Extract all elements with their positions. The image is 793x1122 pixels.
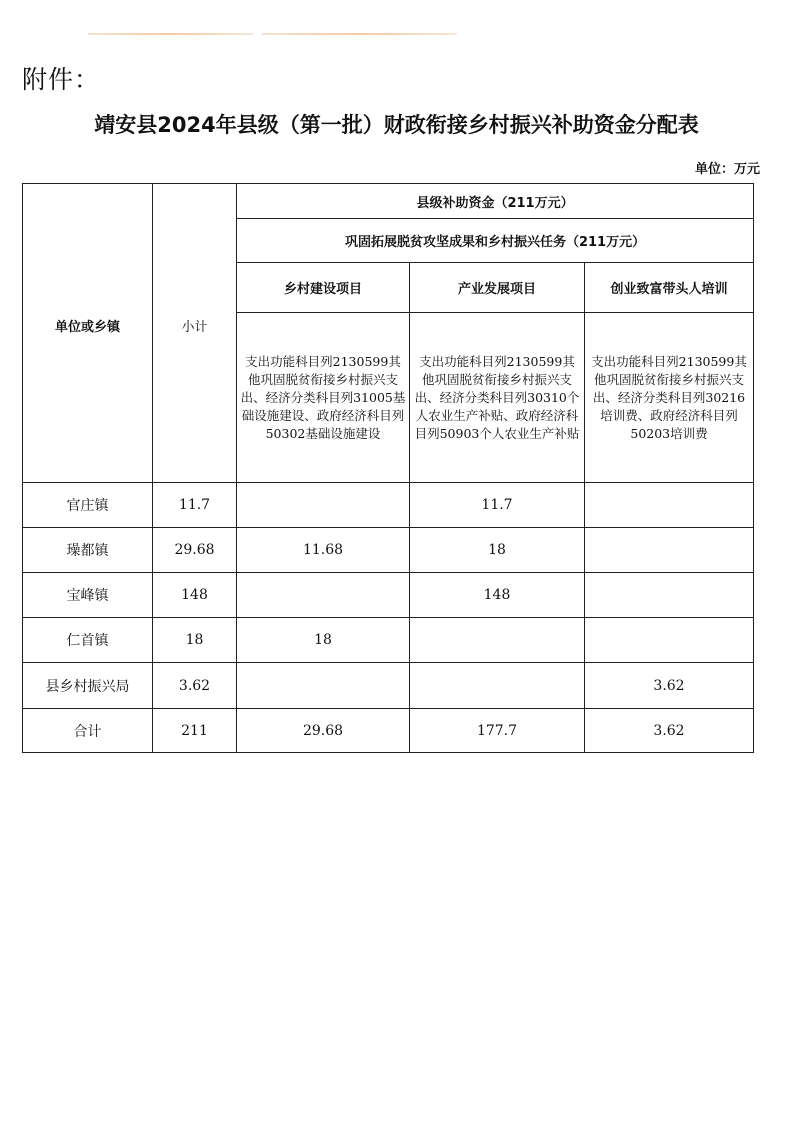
table-row bbox=[23, 663, 754, 709]
row-industry bbox=[410, 618, 585, 663]
row-industry: 18 bbox=[410, 528, 585, 573]
header-row bbox=[23, 184, 754, 219]
row-name: 官庄镇 bbox=[23, 483, 153, 528]
allocation-table bbox=[22, 183, 754, 753]
row-training bbox=[585, 528, 754, 573]
row-industry bbox=[410, 663, 585, 709]
row-name: 宝峰镇 bbox=[23, 573, 153, 618]
col-header-subtotal: 小计 bbox=[153, 184, 237, 483]
row-training: 3.62 bbox=[585, 663, 754, 709]
row-name: 仁首镇 bbox=[23, 618, 153, 663]
col-header-training: 创业致富带头人培训 bbox=[585, 263, 754, 313]
table-row bbox=[23, 573, 754, 618]
row-training bbox=[585, 483, 754, 528]
desc-training: 支出功能科目列2130599其他巩固脱贫衔接乡村振兴支出、经济分类科目列30216培训费、政府经济科目列50203培训费 bbox=[585, 313, 754, 483]
row-name: 县乡村振兴局 bbox=[23, 663, 153, 709]
row-rural-construction bbox=[237, 663, 410, 709]
row-name: 合计 bbox=[23, 709, 153, 753]
row-industry: 148 bbox=[410, 573, 585, 618]
unit-label: 单位：万元 bbox=[694, 162, 760, 177]
desc-rural-construction: 支出功能科目列2130599其他巩固脱贫衔接乡村振兴支出、经济分类科目列31005基础设施建设、政府经济科目列50302基础设施建设 bbox=[237, 313, 410, 483]
row-rural-construction bbox=[237, 573, 410, 618]
row-rural-construction: 29.68 bbox=[237, 709, 410, 753]
row-subtotal: 18 bbox=[153, 618, 237, 663]
document-title: 靖安县2024年县级（第一批）财政衔接乡村振兴补助资金分配表 bbox=[94, 113, 699, 137]
row-subtotal: 148 bbox=[153, 573, 237, 618]
row-subtotal: 211 bbox=[153, 709, 237, 753]
group-header-task: 巩固拓展脱贫攻坚成果和乡村振兴任务（211万元） bbox=[237, 219, 754, 263]
row-rural-construction: 18 bbox=[237, 618, 410, 663]
row-rural-construction bbox=[237, 483, 410, 528]
attachment-label: 附件： bbox=[22, 65, 101, 94]
header-decoration-line bbox=[88, 33, 253, 35]
row-name: 璪都镇 bbox=[23, 528, 153, 573]
row-training: 3.62 bbox=[585, 709, 754, 753]
row-training bbox=[585, 618, 754, 663]
row-industry: 177.7 bbox=[410, 709, 585, 753]
table-row bbox=[23, 483, 754, 528]
col-header-industry: 产业发展项目 bbox=[410, 263, 585, 313]
desc-industry: 支出功能科目列2130599其他巩固脱贫衔接乡村振兴支出、经济分类科目列30310个人农业生产补贴、政府经济科目列50903个人农业生产补贴 bbox=[410, 313, 585, 483]
row-subtotal: 11.7 bbox=[153, 483, 237, 528]
row-industry: 11.7 bbox=[410, 483, 585, 528]
table-row bbox=[23, 618, 754, 663]
row-subtotal: 3.62 bbox=[153, 663, 237, 709]
header-decoration-line bbox=[262, 33, 457, 35]
col-header-unit: 单位或乡镇 bbox=[23, 184, 153, 483]
table-row bbox=[23, 528, 754, 573]
row-subtotal: 29.68 bbox=[153, 528, 237, 573]
total-row bbox=[23, 709, 754, 753]
row-training bbox=[585, 573, 754, 618]
col-header-rural-construction: 乡村建设项目 bbox=[237, 263, 410, 313]
group-header-county-funds: 县级补助资金（211万元） bbox=[237, 184, 754, 219]
row-rural-construction: 11.68 bbox=[237, 528, 410, 573]
